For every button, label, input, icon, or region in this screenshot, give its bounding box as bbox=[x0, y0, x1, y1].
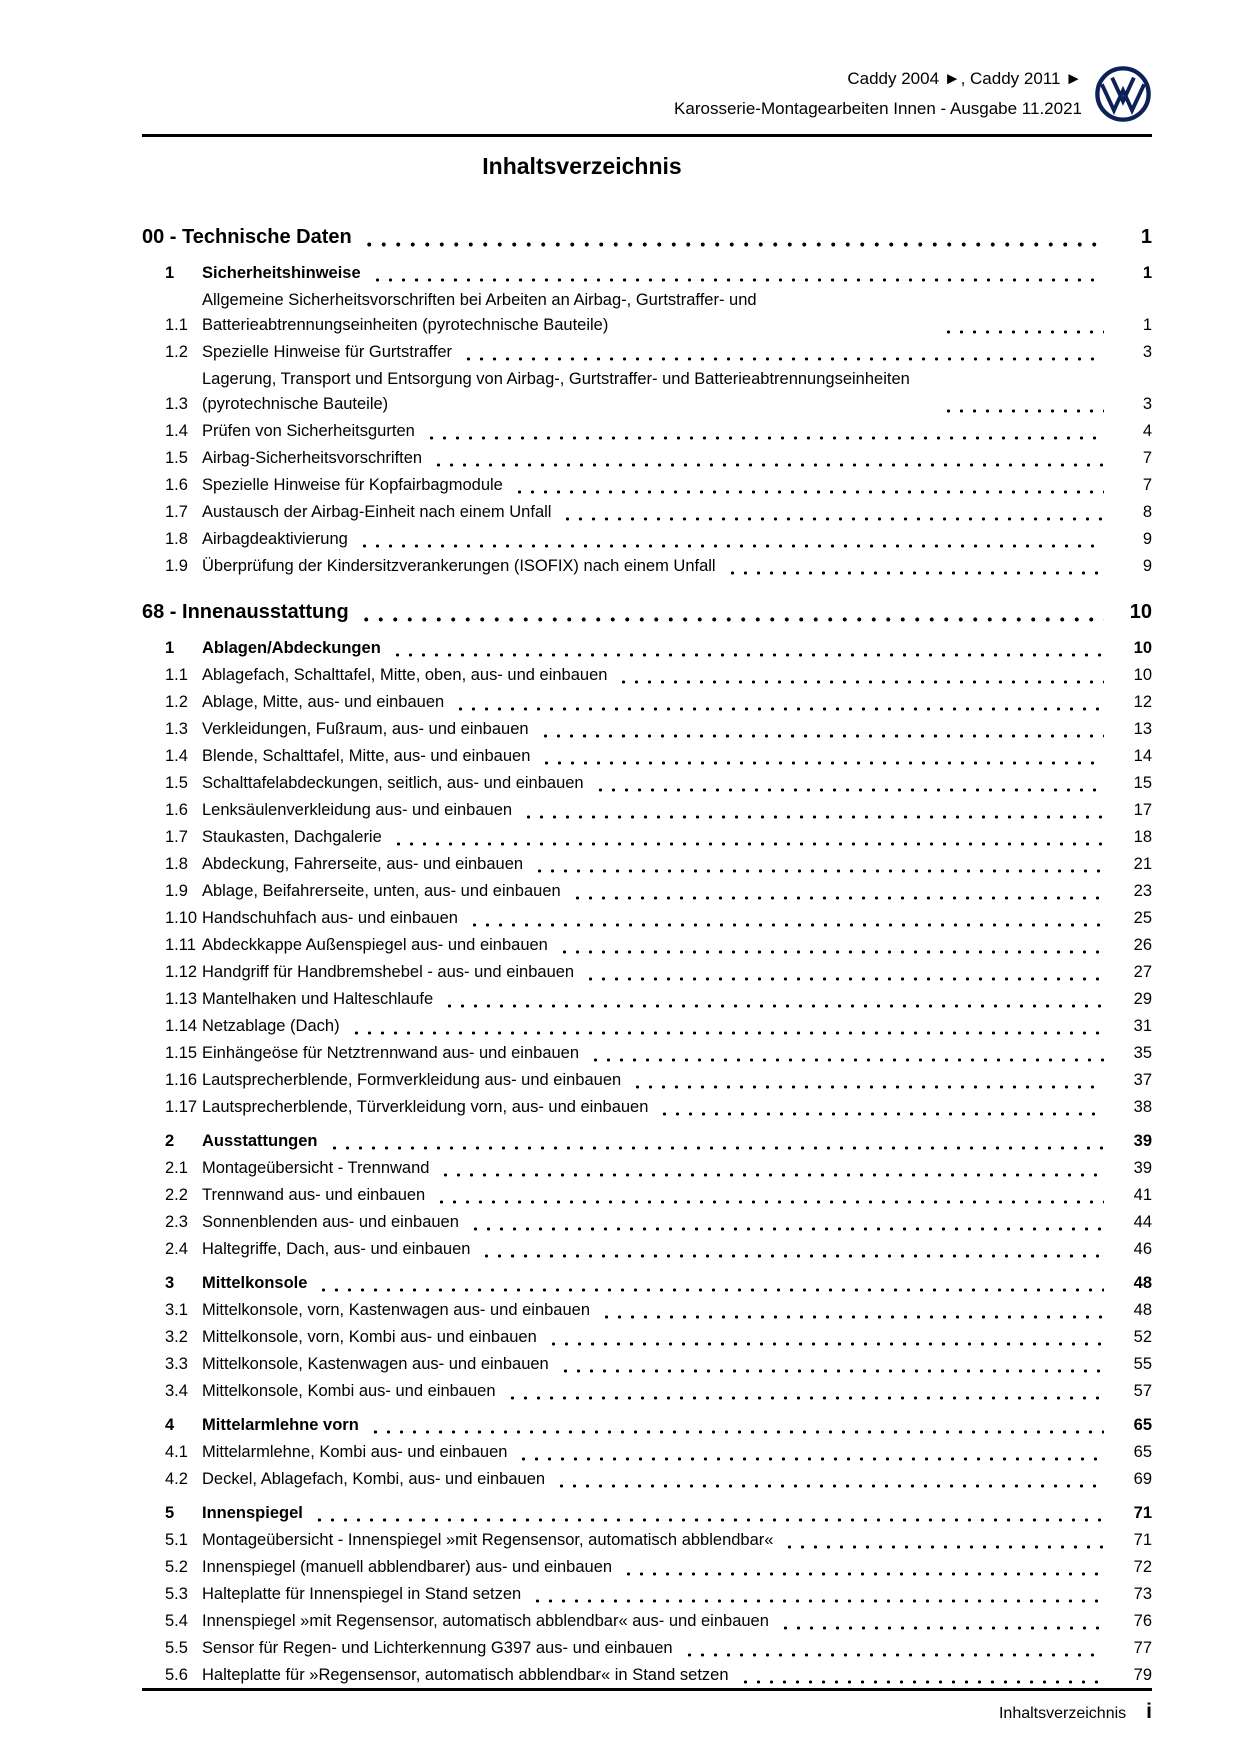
toc-item bbox=[142, 987, 1152, 1012]
toc-item-number: 2.1 bbox=[165, 1159, 188, 1177]
header-model-line: Caddy 2004 ►, Caddy 2011 ► bbox=[847, 69, 1082, 88]
toc-item-number: 5.6 bbox=[165, 1666, 188, 1684]
toc-section-page: 10 bbox=[1129, 601, 1152, 623]
toc-item bbox=[142, 1352, 1152, 1377]
dot-leader bbox=[547, 1328, 1104, 1350]
toc-item bbox=[142, 771, 1152, 796]
toc-item-title: Lautsprecherblende, Türverkleidung vorn, aus- und einbauen bbox=[202, 1098, 649, 1116]
toc-item-title: Halteplatte für »Regensensor, automatisch abblendbar« in Stand setzen bbox=[202, 1666, 729, 1684]
toc-item-page: 1 bbox=[1142, 264, 1152, 282]
dot-leader bbox=[480, 1240, 1104, 1262]
dot-leader bbox=[506, 1382, 1104, 1404]
toc-item bbox=[142, 906, 1152, 931]
dot-leader bbox=[522, 801, 1104, 823]
toc-item-page: 77 bbox=[1133, 1639, 1152, 1657]
toc-item-page: 13 bbox=[1133, 720, 1152, 738]
toc-item-number: 3.1 bbox=[165, 1301, 188, 1319]
header-doc-line: Karosserie-Montagearbeiten Innen - Ausgabe 11.2021 bbox=[674, 99, 1082, 118]
toc-item-page: 17 bbox=[1133, 801, 1152, 819]
toc-item-title: Austausch der Airbag-Einheit nach einem Unfall bbox=[202, 503, 552, 521]
toc-item-title: Spezielle Hinweise für Gurtstraffer bbox=[202, 343, 453, 361]
dot-leader bbox=[531, 1585, 1104, 1607]
toc-item-page: 57 bbox=[1133, 1382, 1152, 1400]
toc-item-page: 7 bbox=[1142, 476, 1152, 494]
toc-item-number: 1.1 bbox=[165, 316, 188, 334]
toc-item-page: 73 bbox=[1133, 1585, 1152, 1603]
dot-leader bbox=[555, 1470, 1104, 1492]
toc-item-number: 1.6 bbox=[165, 476, 188, 494]
page-footer bbox=[142, 1688, 1152, 1753]
toc-item bbox=[142, 1237, 1152, 1262]
toc-section-page: 1 bbox=[1140, 226, 1152, 248]
toc-item-number: 4 bbox=[165, 1416, 175, 1434]
toc-item-title: Abdeckung, Fahrerseite, aus- und einbauen bbox=[202, 855, 524, 873]
toc-item-page: 44 bbox=[1133, 1213, 1152, 1231]
dot-leader bbox=[622, 1558, 1104, 1580]
toc-item-page: 71 bbox=[1133, 1531, 1152, 1549]
toc-item-page: 3 bbox=[1142, 343, 1152, 361]
toc-item-page: 26 bbox=[1133, 936, 1152, 954]
dot-leader bbox=[600, 1301, 1104, 1323]
toc-item-page: 10 bbox=[1133, 639, 1152, 657]
dot-leader bbox=[617, 666, 1104, 688]
vw-logo-icon bbox=[1094, 65, 1152, 123]
toc-item-number: 5.5 bbox=[165, 1639, 188, 1657]
toc-section-heading bbox=[142, 598, 1152, 627]
toc-item-number: 1.4 bbox=[165, 747, 188, 765]
toc-item-page: 48 bbox=[1133, 1301, 1152, 1319]
toc-item-title: Handschuhfach aus- und einbauen bbox=[202, 909, 458, 927]
footer-page-number: i bbox=[1146, 1700, 1152, 1723]
toc-item-number: 1 bbox=[165, 264, 175, 282]
dot-leader bbox=[358, 530, 1104, 552]
dot-leader bbox=[391, 639, 1104, 661]
toc-section-title: 68 - Innenausstattung bbox=[142, 601, 349, 623]
toc-item-title: Ablage, Mitte, aus- und einbauen bbox=[202, 693, 445, 711]
dot-leader bbox=[533, 855, 1104, 877]
toc-item-number: 1 bbox=[165, 639, 175, 657]
toc-item-title: Mantelhaken und Halteschlaufe bbox=[202, 990, 434, 1008]
toc-item-title: Montageübersicht - Innenspiegel »mit Regensensor, automatisch abblendbar« bbox=[202, 1531, 774, 1549]
toc-item-title: Innenspiegel »mit Regensensor, automatisch abblendbar« aus- und einbauen bbox=[202, 1612, 769, 1630]
dot-leader bbox=[313, 1504, 1104, 1526]
toc-item bbox=[142, 473, 1152, 498]
toc-section-title: 00 - Technische Daten bbox=[142, 226, 352, 248]
toc-item-title: Mittelkonsole, Kombi aus- und einbauen bbox=[202, 1382, 496, 1400]
toc-item bbox=[142, 1041, 1152, 1066]
dot-leader bbox=[539, 720, 1104, 742]
dot-leader bbox=[317, 1274, 1104, 1296]
toc-item-page: 55 bbox=[1133, 1355, 1152, 1373]
toc-item bbox=[142, 825, 1152, 850]
dot-leader bbox=[350, 1017, 1104, 1039]
toc-item-page: 41 bbox=[1133, 1186, 1152, 1204]
toc-item-number: 1.15 bbox=[165, 1044, 198, 1062]
toc-item bbox=[142, 744, 1152, 769]
dot-leader bbox=[942, 395, 1104, 417]
toc-item bbox=[142, 879, 1152, 904]
toc-item-number: 3.3 bbox=[165, 1355, 188, 1373]
dot-leader bbox=[726, 557, 1104, 579]
toc-item-number: 5.3 bbox=[165, 1585, 188, 1603]
toc-item-page: 35 bbox=[1133, 1044, 1152, 1062]
toc-item-number: 3.4 bbox=[165, 1382, 188, 1400]
toc-item-title: Lautsprecherblende, Formverkleidung aus- und einbauen bbox=[202, 1071, 622, 1089]
toc-item-number: 1.9 bbox=[165, 882, 188, 900]
dot-leader bbox=[371, 264, 1104, 286]
toc-item-page: 25 bbox=[1133, 909, 1152, 927]
toc-item-page: 15 bbox=[1133, 774, 1152, 792]
toc-item-page: 21 bbox=[1133, 855, 1152, 873]
toc-item-title: Innenspiegel (manuell abblendbarer) aus- und einbauen bbox=[202, 1558, 613, 1576]
dot-leader bbox=[362, 228, 1104, 252]
dot-leader bbox=[683, 1639, 1104, 1661]
dot-leader bbox=[513, 476, 1104, 498]
toc-item-title: Airbagdeaktivierung bbox=[202, 530, 348, 548]
toc-item-number: 1.8 bbox=[165, 530, 188, 548]
toc-item bbox=[142, 798, 1152, 823]
toc-item-title: Überprüfung der Kindersitzverankerungen (ISOFIX) nach einem Unfall bbox=[202, 557, 716, 575]
toc-item-title: Ablage, Beifahrerseite, unten, aus- und einbauen bbox=[202, 882, 561, 900]
toc-item-number: 1.4 bbox=[165, 422, 188, 440]
toc-item-title: Deckel, Ablagefach, Kombi, aus- und einbauen bbox=[202, 1470, 546, 1488]
dot-leader bbox=[783, 1531, 1104, 1553]
toc-item bbox=[142, 1379, 1152, 1404]
dot-leader bbox=[779, 1612, 1104, 1634]
toc-item bbox=[142, 340, 1152, 365]
toc-item-page: 69 bbox=[1133, 1470, 1152, 1488]
toc-item-number: 1.16 bbox=[165, 1071, 198, 1089]
toc-item-number: 1.9 bbox=[165, 557, 188, 575]
toc-item-number: 4.1 bbox=[165, 1443, 188, 1461]
toc-item-title: Handgriff für Handbremshebel - aus- und einbauen bbox=[202, 963, 575, 981]
toc-item bbox=[142, 1129, 1152, 1154]
toc-item-title: Ablagefach, Schalttafel, Mitte, oben, aus- und einbauen bbox=[202, 666, 608, 684]
header-rule bbox=[142, 134, 1152, 137]
dot-leader bbox=[540, 747, 1104, 769]
toc-item bbox=[142, 288, 1152, 338]
toc-item-title: Sonnenblenden aus- und einbauen bbox=[202, 1213, 459, 1231]
toc-item-page: 12 bbox=[1133, 693, 1152, 711]
toc-item-title: Abdeckkappe Außenspiegel aus- und einbauen bbox=[202, 936, 548, 954]
toc-item-number: 2.4 bbox=[165, 1240, 188, 1258]
toc-item bbox=[142, 960, 1152, 985]
toc-item-title: Mittelkonsole bbox=[202, 1274, 308, 1292]
toc-item-title: Airbag-Sicherheitsvorschriften bbox=[202, 449, 423, 467]
toc-item bbox=[142, 1582, 1152, 1607]
toc-item-page: 71 bbox=[1133, 1504, 1152, 1522]
dot-leader bbox=[561, 503, 1104, 525]
toc-item-page: 76 bbox=[1133, 1612, 1152, 1630]
toc-item-page: 10 bbox=[1133, 666, 1152, 684]
page-header bbox=[142, 64, 1152, 137]
toc-item-number: 1.13 bbox=[165, 990, 198, 1008]
toc-item-title: Lenksäulenverkleidung aus- und einbauen bbox=[202, 801, 513, 819]
toc-item-page: 3 bbox=[1142, 395, 1152, 413]
toc-item bbox=[142, 367, 1152, 417]
toc-item-number: 5 bbox=[165, 1504, 175, 1522]
toc-item-title: Mittelarmlehne vorn bbox=[202, 1416, 359, 1434]
toc-item-page: 37 bbox=[1133, 1071, 1152, 1089]
toc bbox=[142, 204, 1152, 1688]
toc-item-title: Allgemeine Sicherheitsvorschriften bei Arbeiten an Airbag-, Gurtstraffer- und Batterieabtrennungseinheiten (pyrotechnische Bauteile) bbox=[202, 291, 757, 334]
dot-leader bbox=[432, 449, 1104, 471]
toc-item-title: Schalttafelabdeckungen, seitlich, aus- und einbauen bbox=[202, 774, 584, 792]
toc-item-number: 1.3 bbox=[165, 395, 188, 413]
dot-leader bbox=[435, 1186, 1104, 1208]
toc-item-page: 4 bbox=[1142, 422, 1152, 440]
dot-leader bbox=[359, 603, 1104, 627]
toc-item-page: 65 bbox=[1133, 1416, 1152, 1434]
toc-item bbox=[142, 1014, 1152, 1039]
toc-item bbox=[142, 527, 1152, 552]
toc-item bbox=[142, 1210, 1152, 1235]
toc-item-title: Mittelkonsole, vorn, Kombi aus- und einbauen bbox=[202, 1328, 537, 1346]
toc-item bbox=[142, 1298, 1152, 1323]
toc-item-page: 1 bbox=[1142, 316, 1152, 334]
toc-item-page: 27 bbox=[1133, 963, 1152, 981]
toc-item-number: 1.14 bbox=[165, 1017, 198, 1035]
toc-item-number: 1.1 bbox=[165, 666, 188, 684]
toc-item bbox=[142, 1095, 1152, 1120]
toc-item-page: 7 bbox=[1142, 449, 1152, 467]
toc-item-title: Mittelkonsole, Kastenwagen aus- und einbauen bbox=[202, 1355, 549, 1373]
dot-leader bbox=[558, 936, 1104, 958]
toc-item bbox=[142, 1325, 1152, 1350]
toc-item-page: 8 bbox=[1142, 503, 1152, 521]
toc-item bbox=[142, 852, 1152, 877]
dot-leader bbox=[468, 909, 1104, 931]
toc-item-title: Halteplatte für Innenspiegel in Stand setzen bbox=[202, 1585, 522, 1603]
toc-item bbox=[142, 1440, 1152, 1465]
dot-leader bbox=[658, 1098, 1104, 1120]
toc-item-page: 79 bbox=[1133, 1666, 1152, 1684]
toc-item-title: Mittelarmlehne, Kombi aus- und einbauen bbox=[202, 1443, 508, 1461]
toc-item bbox=[142, 1467, 1152, 1492]
toc-item bbox=[142, 1271, 1152, 1296]
toc-item-page: 39 bbox=[1133, 1132, 1152, 1150]
toc-item bbox=[142, 1663, 1152, 1688]
toc-item bbox=[142, 1183, 1152, 1208]
toc-item-title: Netzablage (Dach) bbox=[202, 1017, 340, 1035]
toc-item-title: Sensor für Regen- und Lichterkennung G397 aus- und einbauen bbox=[202, 1639, 673, 1657]
toc-item-number: 3.2 bbox=[165, 1328, 188, 1346]
toc-item bbox=[142, 1609, 1152, 1634]
dot-leader bbox=[594, 774, 1104, 796]
toc-item bbox=[142, 717, 1152, 742]
toc-item-page: 65 bbox=[1133, 1443, 1152, 1461]
toc-item-title: Einhängeöse für Netztrennwand aus- und einbauen bbox=[202, 1044, 580, 1062]
toc-item-number: 4.2 bbox=[165, 1470, 188, 1488]
toc-item bbox=[142, 1068, 1152, 1093]
toc-item-title: Ablagen/Abdeckungen bbox=[202, 639, 381, 657]
toc-item-number: 1.5 bbox=[165, 774, 188, 792]
toc-item-page: 46 bbox=[1133, 1240, 1152, 1258]
toc-item-number: 5.4 bbox=[165, 1612, 188, 1630]
toc-item-title: Montageübersicht - Trennwand bbox=[202, 1159, 430, 1177]
toc-item bbox=[142, 663, 1152, 688]
toc-item-title: Staukasten, Dachgalerie bbox=[202, 828, 382, 846]
toc-item-number: 1.7 bbox=[165, 828, 188, 846]
toc-item-page: 72 bbox=[1133, 1558, 1152, 1576]
toc-item-number: 1.2 bbox=[165, 343, 188, 361]
toc-item-number: 1.12 bbox=[165, 963, 198, 981]
toc-item bbox=[142, 636, 1152, 661]
toc-item-title: Ausstattungen bbox=[202, 1132, 318, 1150]
toc-item-page: 29 bbox=[1133, 990, 1152, 1008]
toc-item-title: Trennwand aus- und einbauen bbox=[202, 1186, 426, 1204]
toc-item-number: 1.7 bbox=[165, 503, 188, 521]
toc-item bbox=[142, 1528, 1152, 1553]
toc-item-page: 14 bbox=[1133, 747, 1152, 765]
dot-leader bbox=[425, 422, 1104, 444]
dot-leader bbox=[439, 1159, 1104, 1181]
toc-item-page: 23 bbox=[1133, 882, 1152, 900]
toc-item-number: 1.8 bbox=[165, 855, 188, 873]
toc-item bbox=[142, 419, 1152, 444]
toc-item-number: 1.17 bbox=[165, 1098, 198, 1116]
toc-item bbox=[142, 554, 1152, 579]
toc-item-page: 52 bbox=[1133, 1328, 1152, 1346]
dot-leader bbox=[589, 1044, 1104, 1066]
dot-leader bbox=[517, 1443, 1104, 1465]
toc-item bbox=[142, 690, 1152, 715]
toc-item bbox=[142, 1636, 1152, 1661]
toc-item-number: 5.2 bbox=[165, 1558, 188, 1576]
toc-item-page: 18 bbox=[1133, 828, 1152, 846]
toc-item-page: 9 bbox=[1142, 530, 1152, 548]
toc-item bbox=[142, 446, 1152, 471]
toc-item-page: 39 bbox=[1133, 1159, 1152, 1177]
toc-item-title: Lagerung, Transport und Entsorgung von Airbag-, Gurtstraffer- und Batterieabtrennungseinheiten (pyrotechnische Bauteile) bbox=[202, 370, 910, 413]
toc-item-number: 1.6 bbox=[165, 801, 188, 819]
toc-item-number: 2.2 bbox=[165, 1186, 188, 1204]
toc-item bbox=[142, 933, 1152, 958]
toc-item bbox=[142, 1413, 1152, 1438]
dot-leader bbox=[571, 882, 1104, 904]
toc-item bbox=[142, 1555, 1152, 1580]
toc-item bbox=[142, 500, 1152, 525]
toc-item-title: Blende, Schalttafel, Mitte, aus- und einbauen bbox=[202, 747, 531, 765]
toc-item-number: 1.3 bbox=[165, 720, 188, 738]
toc-item-number: 2.3 bbox=[165, 1213, 188, 1231]
toc-item-page: 48 bbox=[1133, 1274, 1152, 1292]
toc-item-number: 5.1 bbox=[165, 1531, 188, 1549]
toc-item-number: 2 bbox=[165, 1132, 175, 1150]
dot-leader bbox=[559, 1355, 1104, 1377]
footer-label: Inhaltsverzeichnis bbox=[998, 1705, 1127, 1722]
toc-item-title: Haltegriffe, Dach, aus- und einbauen bbox=[202, 1240, 471, 1258]
dot-leader bbox=[369, 1416, 1104, 1438]
toc-item-number: 1.5 bbox=[165, 449, 188, 467]
toc-item-page: 38 bbox=[1133, 1098, 1152, 1116]
toc-section-heading bbox=[142, 223, 1152, 252]
dot-leader bbox=[942, 316, 1104, 338]
dot-leader bbox=[454, 693, 1104, 715]
toc-item-number: 3 bbox=[165, 1274, 175, 1292]
toc-item-title: Sicherheitshinweise bbox=[202, 264, 361, 282]
toc-item bbox=[142, 1501, 1152, 1526]
toc-item-number: 1.2 bbox=[165, 693, 188, 711]
dot-leader bbox=[392, 828, 1104, 850]
toc-item bbox=[142, 261, 1152, 286]
dot-leader bbox=[631, 1071, 1104, 1093]
toc-item-number: 1.11 bbox=[165, 936, 196, 954]
toc-item-title: Prüfen von Sicherheitsgurten bbox=[202, 422, 415, 440]
toc-item-title: Verkleidungen, Fußraum, aus- und einbauen bbox=[202, 720, 529, 738]
toc-item-title: Innenspiegel bbox=[202, 1504, 303, 1522]
dot-leader bbox=[739, 1666, 1104, 1688]
toc-item-title: Spezielle Hinweise für Kopfairbagmodule bbox=[202, 476, 503, 494]
toc-item-title: Mittelkonsole, vorn, Kastenwagen aus- und einbauen bbox=[202, 1301, 590, 1319]
toc-item-page: 31 bbox=[1133, 1017, 1152, 1035]
toc-item-page: 9 bbox=[1142, 557, 1152, 575]
dot-leader bbox=[328, 1132, 1105, 1154]
toc-item-number: 1.10 bbox=[165, 909, 198, 927]
page-title: Inhaltsverzeichnis bbox=[482, 153, 682, 179]
dot-leader bbox=[443, 990, 1104, 1012]
dot-leader bbox=[462, 343, 1104, 365]
dot-leader bbox=[469, 1213, 1104, 1235]
toc-item bbox=[142, 1156, 1152, 1181]
dot-leader bbox=[584, 963, 1104, 985]
